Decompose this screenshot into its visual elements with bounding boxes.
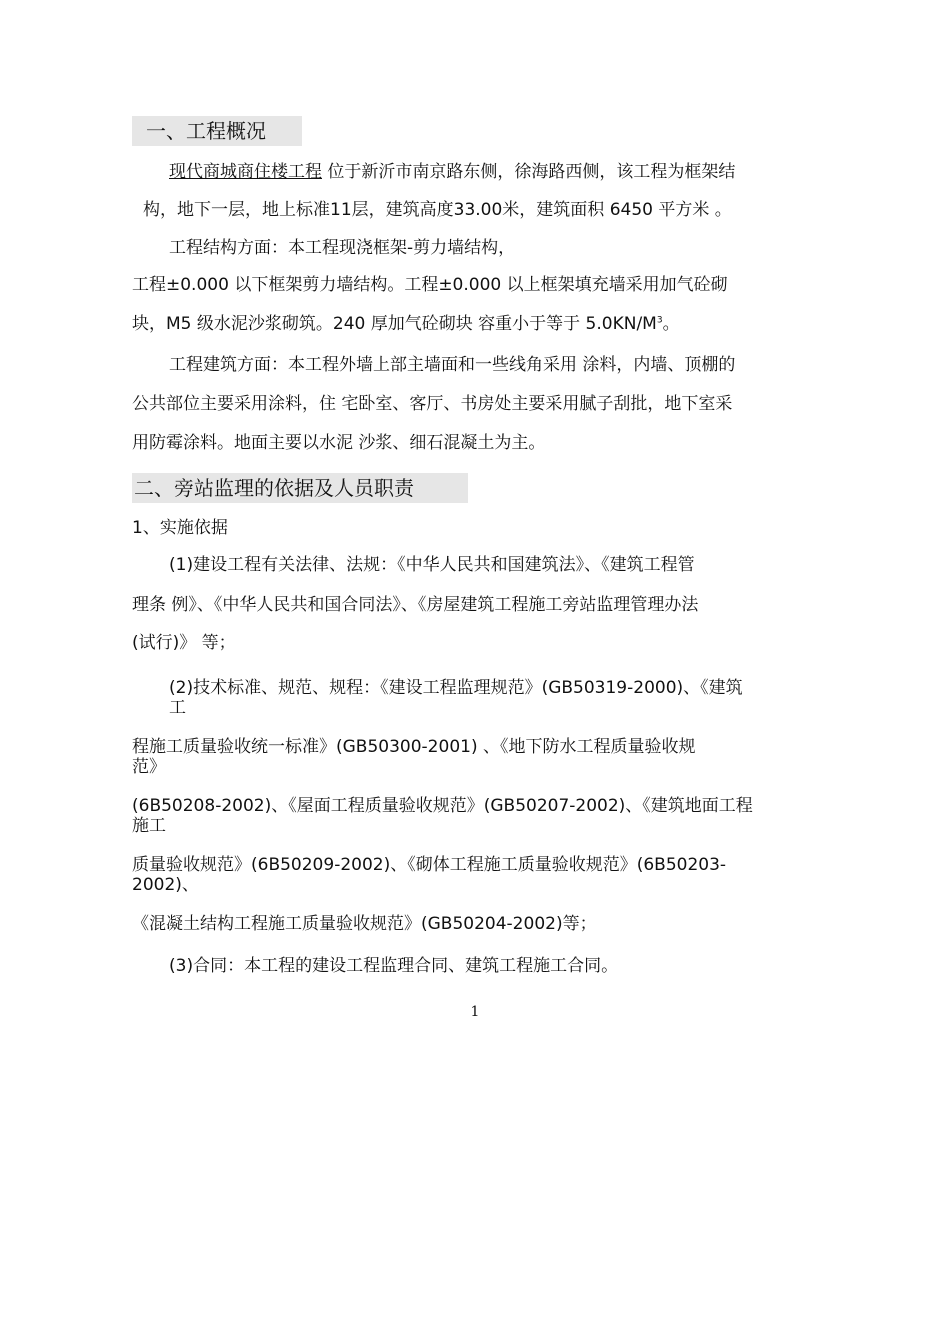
paragraph-line: (2)技术标准、规范、规程：《建设工程监理规范》(GB50319-2000)、《建筑 [169, 678, 743, 698]
paragraph-line: (6B50208-2002)、《屋面工程质量验收规范》(GB50207-2002)、《建筑地面工程 [132, 796, 753, 816]
page-number: 1 [470, 1004, 480, 1020]
paragraph-line: 范》 [132, 757, 166, 777]
project-name: 现代商城商住楼工程 [169, 162, 322, 182]
superscript: 3 [656, 315, 663, 326]
subheading: 1、实施依据 [132, 518, 228, 538]
section-heading-overview: 一、工程概况 [132, 116, 302, 146]
paragraph-line: 施工 [132, 816, 166, 836]
paragraph-line [169, 161, 735, 183]
paragraph-line: 程施工质量验收统一标准》(GB50300-2001) 、《地下防水工程质量验收规 [132, 737, 696, 757]
paragraph-line: 工程结构方面：本工程现浇框架-剪力墙结构， [169, 238, 516, 258]
paragraph-line: 理条 例》、《中华人民共和国合同法》、《房屋建筑工程施工旁站监理管理办法 [132, 595, 699, 615]
paragraph-line: (3)合同：本工程的建设工程监理合同、建筑工程施工合同。 [169, 956, 619, 976]
paragraph-text: 块，M5 级水泥沙浆砌筑。240 厚加气砼砌块 容重小于等于 5.0KN/M [132, 314, 657, 334]
paragraph-line: 工程±0.000 以下框架剪力墙结构。工程±0.000 以上框架填充墙采用加气砼砌 [132, 275, 728, 295]
paragraph-line: (1)建设工程有关法律、法规：《中华人民共和国建筑法》、《建筑工程管 [169, 555, 695, 575]
paragraph-line [132, 313, 680, 335]
paragraph-line: 质量验收规范》(6B50209-2002)、《砌体工程施工质量验收规范》(6B50203- [132, 855, 727, 875]
paragraph-line: 《混凝土结构工程施工质量验收规范》(GB50204-2002)等； [132, 914, 597, 934]
paragraph-text: 位于新沂市南京路东侧，徐海路西侧，该工程为框架结 [327, 162, 736, 182]
paragraph-line: 2002)、 [132, 875, 199, 895]
paragraph-line: 工程建筑方面：本工程外墙上部主墙面和一些线角采用 涂料，内墙、顶棚的 [169, 355, 736, 375]
paragraph-line: 用防霉涂料。地面主要以水泥 沙浆、细石混凝土为主。 [132, 433, 546, 453]
paragraph-line: (试行)》 等； [132, 633, 236, 653]
paragraph-line: 构，地下一层，地上标准11层，建筑高度33.00米，建筑面积 6450 平方米 。 [143, 200, 732, 220]
paragraph-text: 。 [662, 314, 680, 334]
paragraph-line: 工 [169, 698, 186, 718]
paragraph-line: 公共部位主要采用涂料，住 宅卧室、客厅、书房处主要采用腻子刮批，地下室采 [132, 394, 733, 414]
section-heading-basis: 二、旁站监理的依据及人员职责 [132, 473, 468, 503]
